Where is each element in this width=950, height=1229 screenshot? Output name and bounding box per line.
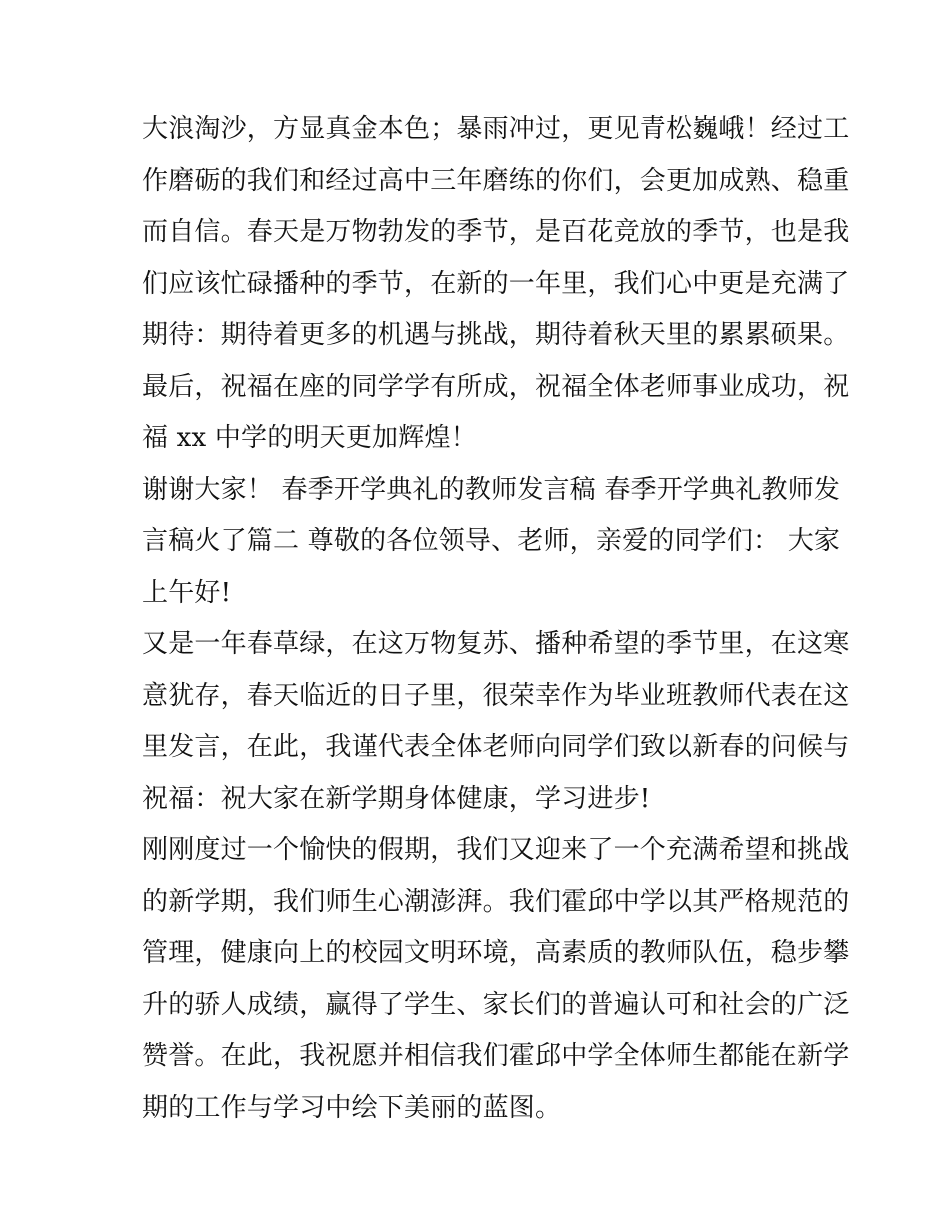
text-line: 作磨砺的我们和经过高中三年磨练的你们，会更加成熟、稳重 <box>142 165 850 196</box>
text-line: 大浪淘沙，方显真金本色；暴雨冲过，更见青松巍峨！经过工 <box>142 114 850 144</box>
text-line: 升的骄人成绩，赢得了学生、家长们的普遍认可和社会的广泛 <box>142 989 850 1020</box>
text-line: 祝福：祝大家在新学期身体健康，学习进步! <box>142 783 651 814</box>
text-line: 上午好! <box>142 577 232 608</box>
text-line: 最后，祝福在座的同学学有所成，祝福全体老师事业成功，祝 <box>142 371 850 402</box>
text-line: 而自信。春天是万物勃发的季节，是百花竞放的季节，也是我 <box>142 217 850 247</box>
text-line: 言稿火了篇二 尊敬的各位领导、老师，亲爱的同学们： 大家 <box>142 526 841 556</box>
text-line: 期待：期待着更多的机遇与挑战，期待着秋天里的累累硕果。 <box>142 320 850 350</box>
text-line: 福 xx 中学的明天更加辉煌！ <box>142 423 477 453</box>
text-line: 刚刚度过一个愉快的假期，我们又迎来了一个充满希望和挑战 <box>142 835 850 865</box>
text-line: 的新学期，我们师生心潮澎湃。我们霍邱中学以其严格规范的 <box>142 886 850 917</box>
text-line: 管理，健康向上的校园文明环境，高素质的教师队伍，稳步攀 <box>142 938 850 968</box>
text-line: 们应该忙碌播种的季节，在新的一年里，我们心中更是充满了 <box>142 268 850 299</box>
text-line: 赞誉。在此，我祝愿并相信我们霍邱中学全体师生都能在新学 <box>142 1041 850 1071</box>
document-body <box>142 104 850 1134</box>
text-line: 意犹存，春天临近的日子里，很荣幸作为毕业班教师代表在这 <box>142 680 850 711</box>
text-line: 里发言，在此，我谨代表全体老师向同学们致以新春的问候与 <box>142 732 850 762</box>
text-line: 期的工作与学习中绘下美丽的蓝图。 <box>142 1092 562 1123</box>
text-line: 谢谢大家！ 春季开学典礼的教师发言稿 春季开学典礼教师发 <box>142 474 841 505</box>
text-line: 又是一年春草绿，在这万物复苏、播种希望的季节里，在这寒 <box>142 629 850 659</box>
